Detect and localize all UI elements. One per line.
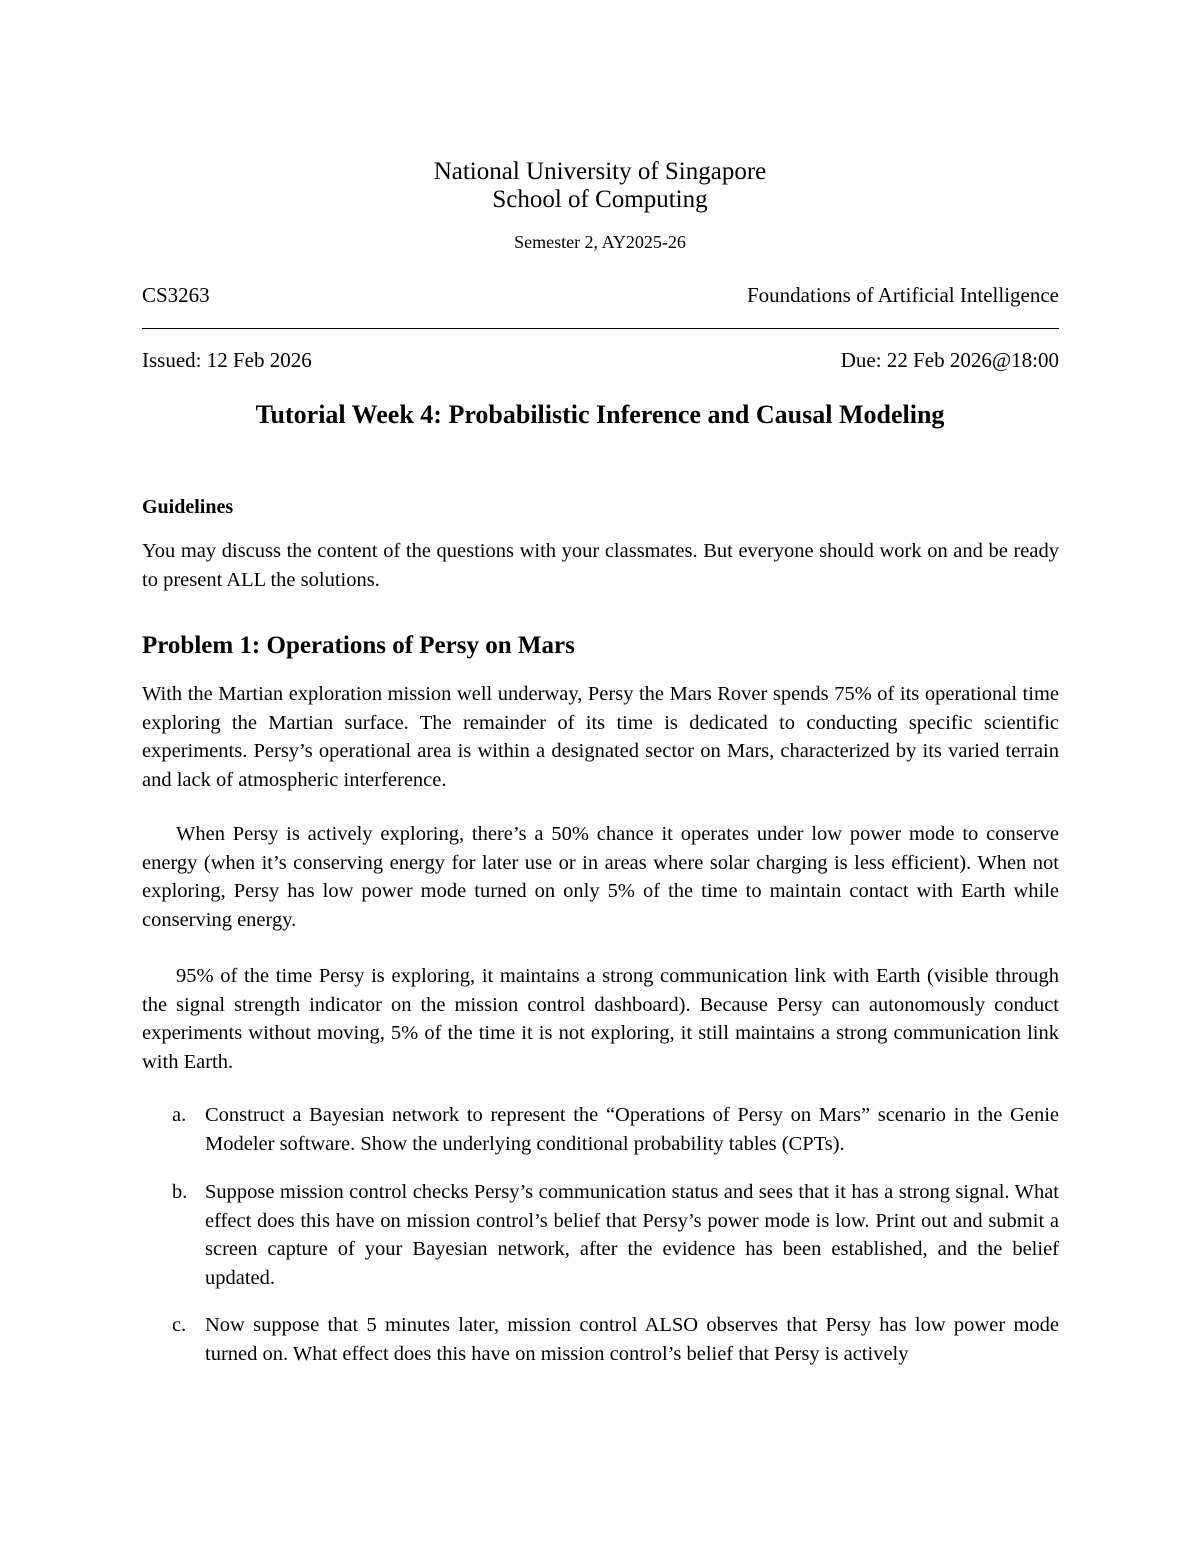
tutorial-title: Tutorial Week 4: Probabilistic Inference and Causal Modeling [255, 400, 945, 429]
question-b [142, 1178, 1059, 1292]
problem-1-heading: Problem 1: Operations of Persy on Mars [142, 632, 575, 659]
question-a [142, 1101, 1059, 1158]
question-c [142, 1311, 1059, 1368]
guidelines-text: You may discuss the content of the questions with your classmates. But everyone should work on and be ready to present ALL the solutions. [142, 540, 1059, 591]
course-code: CS3263 [142, 283, 210, 307]
header-divider [142, 328, 1059, 329]
problem-1-paragraph-2: When Persy is actively exploring, there’s a 50% chance it operates under low power mode to conserve energy (when it’s conserving energy for later use or in areas where solar charging is less efficient). When not exploring, Persy has low power mode turned on only 5% of the time to maintain contact with Earth while conserving energy. [142, 823, 1059, 931]
question-c-marker: c. [172, 1314, 187, 1336]
guidelines-heading: Guidelines [142, 496, 234, 518]
question-b-marker: b. [172, 1181, 188, 1203]
semester-label: Semester 2, AY2025-26 [514, 232, 686, 252]
university-name: National University of Singapore [433, 158, 767, 185]
issued-date: Issued: 12 Feb 2026 [142, 348, 312, 372]
due-date: Due: 22 Feb 2026@18:00 [840, 348, 1059, 372]
question-a-text: Construct a Bayesian network to represent the “Operations of Persy on Mars” scenario in the Genie Modeler software. Show the underlying conditional probability tables (CPTs). [205, 1104, 1059, 1155]
question-c-text: Now suppose that 5 minutes later, mission control ALSO observes that Persy has low power mode turned on. What effect does this have on mission control’s belief that Persy is actively [205, 1314, 1059, 1365]
question-b-text: Suppose mission control checks Persy’s communication status and sees that it has a strong signal. What effect does this have on mission control’s belief that Persy’s power mode is low. Print out and submit a screen capture of your Bayesian network, after the evidence has been established, and the belief updated. [205, 1181, 1059, 1289]
problem-1-paragraph-1: With the Martian exploration mission well underway, Persy the Mars Rover spends 75% of its operational time exploring the Martian surface. The remainder of its time is dedicated to conducting specific scientific experiments. Persy’s operational area is within a designated sector on Mars, characterized by its varied terrain and lack of atmospheric interference. [142, 683, 1059, 791]
problem-1-paragraph-3: 95% of the time Persy is exploring, it maintains a strong communication link with Earth (visible through the signal strength indicator on the mission control dashboard). Because Persy can autonomously conduct experiments without moving, 5% of the time it is not exploring, it still maintains a strong communication link with Earth. [142, 965, 1059, 1073]
school-name: School of Computing [492, 186, 708, 213]
question-a-marker: a. [172, 1104, 187, 1126]
course-name: Foundations of Artificial Intelligence [746, 283, 1059, 307]
